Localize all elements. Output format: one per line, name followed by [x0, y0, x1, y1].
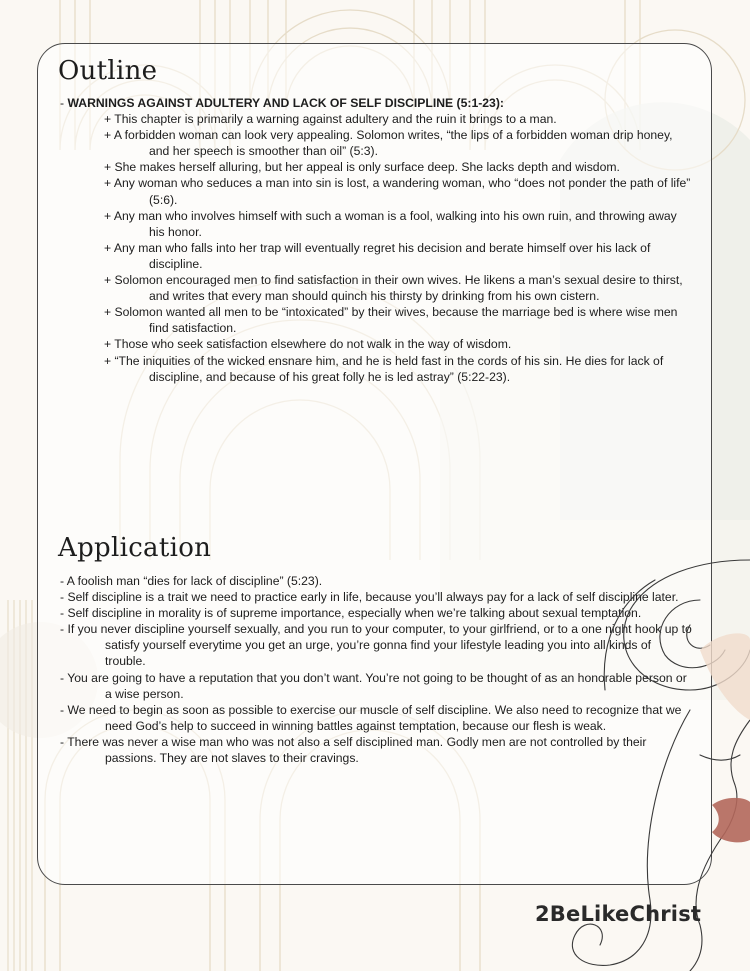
outline-point: + Any man who falls into her trap will eventually regret his decision and berate himself over his lack of discipline. — [104, 240, 651, 271]
outline-heading — [60, 95, 692, 111]
application-point: - There was never a wise man who was not also a self disciplined man. Godly men are not controlled by their passions. They are not slaves to their cravings. — [60, 734, 647, 766]
outline-point: + Any woman who seduces a man into sin is lost, a wandering woman, who “does not ponder the path of life” (5:6). — [104, 176, 691, 207]
application-point: - We need to begin as soon as possible to exercise our muscle of self discipline. We also need to recognize that we need God’s help to succeed in winning battles against temptation, because our flesh is weak. — [60, 702, 682, 733]
outline-heading-text: WARNINGS AGAINST ADULTERY AND LACK OF SELF DISCIPLINE (5:1-23): — [67, 96, 504, 110]
outline-heading-prefix: - — [60, 96, 68, 110]
outline-point: + Solomon wanted all men to be “intoxicated” by their wives, because the marriage bed is where wise men find satisfaction. — [104, 305, 678, 336]
outline-point: + Those who seek satisfaction elsewhere do not walk in the way of wisdom. — [104, 337, 512, 352]
outline-title: Outline — [58, 56, 158, 86]
outline-points — [60, 111, 692, 385]
outline-point: + She makes herself alluring, but her appeal is only surface deep. She lacks depth and wisdom. — [104, 160, 620, 175]
outline-point: + Any man who involves himself with such a woman is a fool, walking into his own ruin, and throwing away his honor. — [104, 208, 677, 239]
outline-section — [60, 95, 692, 385]
application-section — [60, 573, 692, 766]
outline-point: + Solomon encouraged men to find satisfaction in their own wives. He likens a man’s sexual desire to thirst, and writes that every man should quinch his thirsty by drinking from his own cistern. — [104, 273, 683, 304]
application-points — [60, 573, 692, 766]
application-point: - You are going to have a reputation that you don’t want. You’re not going to be thought of as an honorable person or a wise person. — [60, 670, 687, 701]
application-point: - Self discipline is a trait we need to practice early in life, because you’ll always pay for a lack of self discipline later. — [60, 590, 679, 605]
application-point: - Self discipline in morality is of supreme importance, especially when we’re talking about sexual temptation. — [60, 606, 642, 621]
outline-point: + A forbidden woman can look very appealing. Solomon writes, “the lips of a forbidden woman drip honey, and her speech is smoother than oil” (5:3). — [104, 128, 673, 159]
outline-point: + This chapter is primarily a warning against adultery and the ruin it brings to a man. — [104, 112, 557, 127]
brand-logo: 2BeLikeChrist — [535, 902, 702, 926]
outline-point: + “The iniquities of the wicked ensnare him, and he is held fast in the cords of his sin. He dies for lack of discipline, and because of his great folly he is led astray” (5:22-23). — [104, 353, 664, 384]
application-point: - If you never discipline yourself sexually, and you run to your computer, to your girlfriend, or to a one night hook up to satisfy yourself everytime you get an urge, you’re gonna find your lifestyle leading you into all kinds of trouble. — [60, 622, 692, 669]
application-point: - A foolish man “dies for lack of discipline” (5:23). — [60, 574, 323, 588]
application-title: Application — [58, 533, 212, 563]
